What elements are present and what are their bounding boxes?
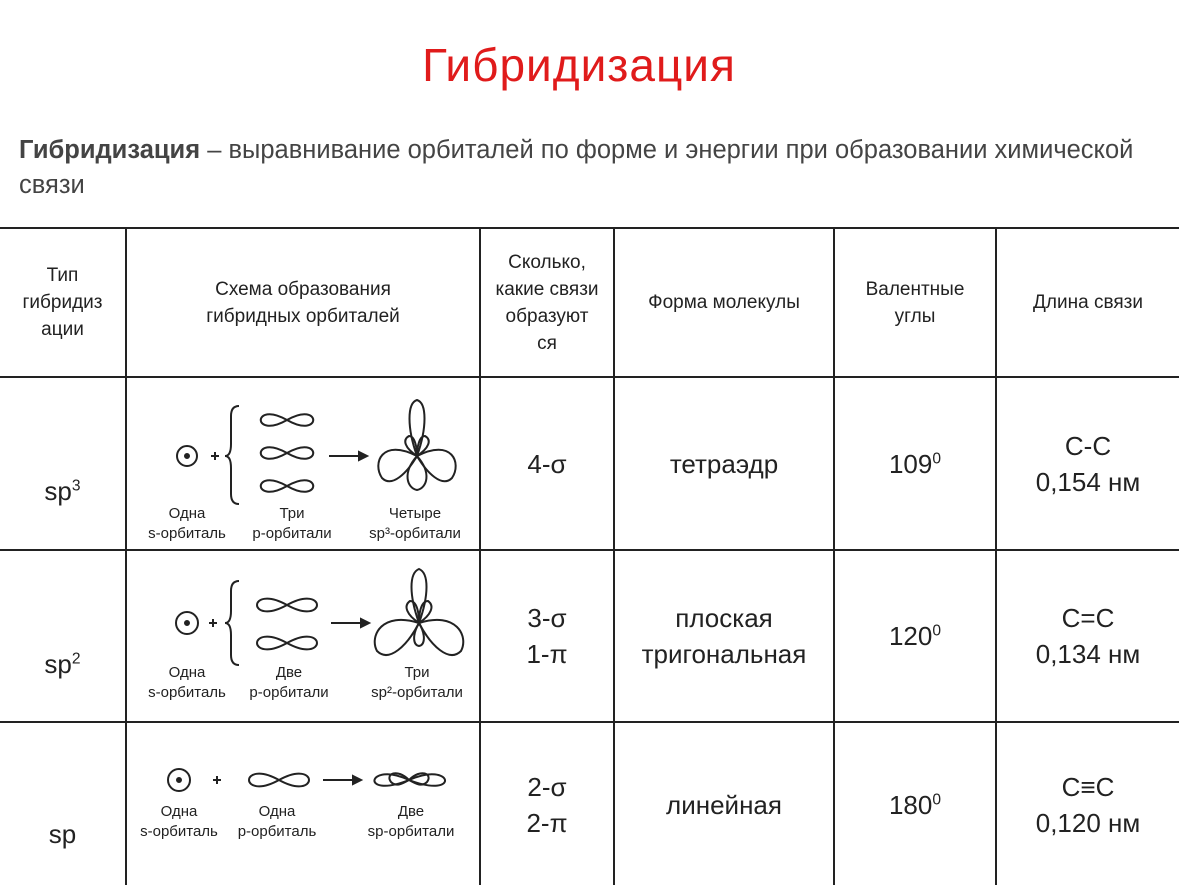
- hybrid-lobe: [408, 456, 427, 490]
- hybrid-lobe: [419, 620, 463, 655]
- length-line1: С=С: [1061, 603, 1115, 633]
- header-length: Длина связи: [996, 228, 1179, 377]
- angle-sup: 0: [932, 622, 942, 640]
- s-orbital-center: [185, 621, 189, 625]
- shape-line2: тригональная: [641, 639, 807, 669]
- type-base: sp: [48, 819, 77, 849]
- length-line1: С-С: [1064, 430, 1112, 461]
- brace-shape: [225, 406, 239, 504]
- hybridization-type: [0, 550, 126, 722]
- hybridization-table: [0, 227, 1179, 885]
- length-line2: 0,134 нм: [1035, 639, 1141, 669]
- length-cell: [996, 550, 1179, 722]
- p-orbital-shape: [257, 599, 317, 612]
- shape-line1: линейная: [666, 789, 782, 820]
- header-scheme: Схема образования гибридных орбиталей: [126, 228, 480, 377]
- p-orbital-shape: [261, 480, 314, 492]
- angle-cell: [834, 377, 996, 550]
- angle-sup: 0: [932, 449, 942, 467]
- angle-cell: [834, 550, 996, 722]
- s-label2: s-орбиталь: [140, 822, 218, 840]
- definition: [19, 133, 1159, 203]
- arrow-head: [359, 452, 367, 460]
- shape-cell: [614, 377, 834, 550]
- definition-text: – выравнивание орбиталей по форме и энергии при образовании химической связи: [19, 136, 1134, 199]
- type-base: sp: [44, 476, 72, 506]
- s-label: Одна: [168, 664, 206, 681]
- angle-base: 180: [888, 789, 933, 820]
- bonds-line1: 4-σ: [527, 448, 567, 479]
- sp-scheme-diagram: [127, 724, 481, 885]
- hybrid-label2: sp-орбитали: [367, 822, 455, 840]
- header-type: Тип гибридиз ации: [0, 228, 126, 377]
- type-sup: 2: [71, 649, 81, 667]
- hybridization-type: [0, 377, 126, 550]
- header-angles: Валентные углы: [834, 228, 996, 377]
- s-label2: s-орбиталь: [148, 525, 226, 542]
- p-label: Одна: [258, 802, 296, 820]
- length-cell: [996, 377, 1179, 550]
- scheme-cell: [126, 722, 480, 885]
- sp3-scheme-diagram: [127, 378, 481, 549]
- arrow-head: [361, 619, 369, 627]
- table-row: [0, 722, 1179, 885]
- p-label2: p-орбитали: [252, 525, 332, 542]
- angle-sup: 0: [932, 790, 942, 808]
- length-line2: 0,120 нм: [1035, 807, 1141, 838]
- angle-base: 109: [888, 448, 933, 479]
- s-label: Одна: [168, 505, 206, 522]
- s-label: Одна: [160, 802, 198, 820]
- p-label2: p-орбиталь: [237, 822, 317, 840]
- definition-term: Гибридизация: [19, 136, 201, 164]
- table-row: [0, 550, 1179, 722]
- p-orbital-shape: [261, 447, 314, 459]
- bonds-cell: [480, 377, 614, 550]
- bonds-cell: [480, 722, 614, 885]
- type-sup: 3: [71, 477, 81, 495]
- hybrid-label: Две: [397, 802, 425, 820]
- p-orbital-shape: [257, 637, 317, 650]
- hybrid-label2: sp³-орбитали: [369, 525, 461, 542]
- sp2-scheme-diagram: [127, 551, 481, 721]
- length-cell: [996, 722, 1179, 885]
- hybrid-label: Три: [404, 664, 430, 681]
- length-line2: 0,154 нм: [1035, 466, 1141, 497]
- brace-shape: [225, 581, 239, 665]
- hybrid-label2: sp²-орбитали: [371, 684, 463, 701]
- hybridization-type: [0, 722, 126, 885]
- p-orbital-shape: [261, 414, 314, 426]
- angle-base: 120: [888, 621, 933, 651]
- scheme-cell: [126, 377, 480, 550]
- hybrid-lobe-small: [414, 623, 424, 646]
- page-title: Гибридизация: [422, 39, 736, 91]
- hybrid-label: Четыре: [388, 505, 442, 522]
- shape-cell: [614, 550, 834, 722]
- bonds-line1: 2-σ: [527, 771, 567, 802]
- shape-line1: плоская: [675, 603, 773, 633]
- p-label2: p-орбитали: [249, 684, 329, 701]
- shape-cell: [614, 722, 834, 885]
- bonds-line2: 1-π: [526, 639, 568, 669]
- s-orbital-center: [177, 778, 181, 782]
- arrow-head: [353, 776, 361, 784]
- angle-cell: [834, 722, 996, 885]
- p-label: Три: [279, 505, 305, 522]
- bonds-line2: 2-π: [526, 807, 568, 838]
- scheme-cell: [126, 550, 480, 722]
- header-bonds: Сколько, какие связи образуют ся: [480, 228, 614, 377]
- p-label: Две: [275, 664, 303, 681]
- table-row: [0, 377, 1179, 550]
- type-base: sp: [44, 648, 72, 679]
- bonds-cell: [480, 550, 614, 722]
- length-line1: С≡С: [1061, 771, 1115, 802]
- hybrid-lobe: [375, 620, 419, 655]
- s-orbital-center: [185, 454, 189, 458]
- s-label2: s-орбиталь: [148, 684, 226, 701]
- bonds-line1: 3-σ: [527, 603, 567, 633]
- p-orbital-shape: [249, 773, 309, 786]
- header-row: [0, 228, 1179, 377]
- shape-line1: тетраэдр: [669, 448, 779, 479]
- header-shape: Форма молекулы: [614, 228, 834, 377]
